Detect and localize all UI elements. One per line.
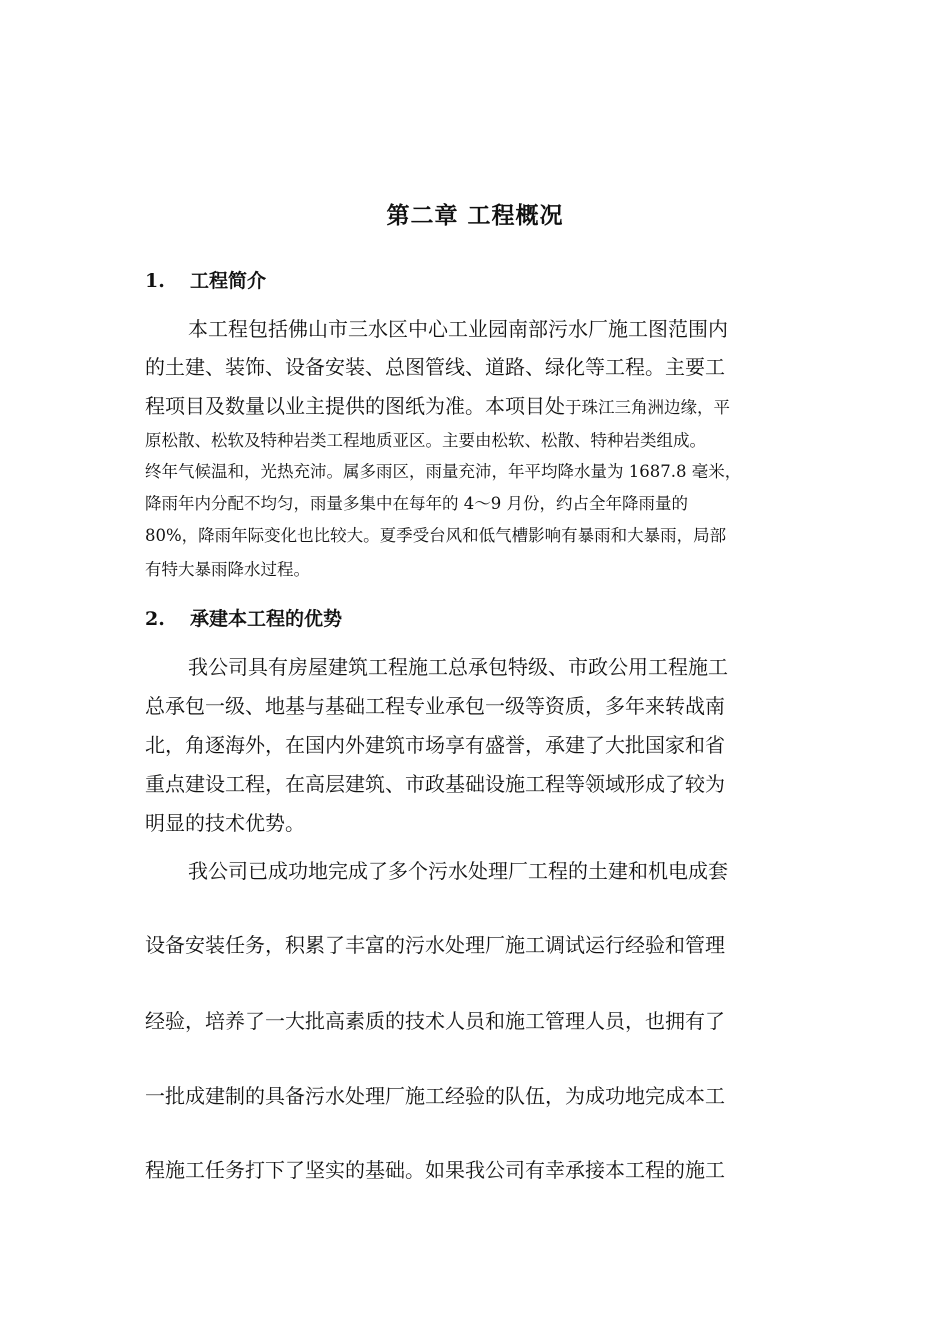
section-2-p1-line-1: 我公司具有房屋建筑工程施工总承包特级、市政公用工程施工 <box>188 655 728 679</box>
section-2-p2-line-5: 程施工任务打下了坚实的基础。如果我公司有幸承接本工程的施工 <box>145 1158 725 1182</box>
section-1-line-8: 有特大暴雨降水过程。 <box>145 560 310 579</box>
section-2-p1-line-4: 重点建设工程，在高层建筑、市政基础设施工程等领域形成了较为 <box>145 772 725 796</box>
section-2-p1-line-5: 明显的技术优势。 <box>145 811 305 835</box>
section-2-p1-line-3: 北，角逐海外，在国内外建筑市场享有盛誉，承建了大批国家和省 <box>145 733 725 757</box>
section-1-line-3-part-1: 程项目及数量以业主提供的图纸为准。本项目处 <box>145 394 565 418</box>
section-2-number: 2. <box>145 608 165 630</box>
section-2-p2-line-3: 经验，培养了一大批高素质的技术人员和施工管理人员，也拥有了 <box>145 1009 725 1033</box>
section-1-number: 1. <box>145 270 165 292</box>
section-1-line-3 <box>145 391 730 423</box>
section-1-line-2: 的土建、装饰、设备安装、总图管线、道路、绿化等工程。主要工 <box>145 355 725 379</box>
section-1-line-7: 80%，降雨年际变化也比较大。夏季受台风和低气槽影响有暴雨和大暴雨，局部 <box>145 526 727 545</box>
section-1-line-4: 原松散、松软及特种岩类工程地质亚区。主要由松软、松散、特种岩类组成。 <box>145 431 706 450</box>
section-1-line-3-part-2: 于珠江三角洲边缘，平 <box>565 398 730 417</box>
section-1-line-6: 降雨年内分配不均匀，雨量多集中在每年的 4～9 月份，约占全年降雨量的 <box>145 494 688 513</box>
section-1-heading <box>145 266 266 296</box>
section-2-p2-line-2: 设备安装任务，积累了丰富的污水处理厂施工调试运行经验和管理 <box>145 933 725 957</box>
section-2-p2-line-1: 我公司已成功地完成了多个污水处理厂工程的土建和机电成套 <box>188 859 728 883</box>
section-2-heading <box>145 604 342 634</box>
section-2-p1-line-2: 总承包一级、地基与基础工程专业承包一级等资质，多年来转战南 <box>145 694 725 718</box>
section-2-title: 承建本工程的优势 <box>190 608 343 630</box>
chapter-title: 第二章 工程概况 <box>386 203 564 229</box>
section-1-line-5: 终年气候温和，光热充沛。属多雨区，雨量充沛，年平均降水量为 1687.8 毫米， <box>145 462 742 481</box>
section-1-line-1: 本工程包括佛山市三水区中心工业园南部污水厂施工图范围内 <box>188 317 728 341</box>
section-1-title: 工程简介 <box>190 270 267 292</box>
section-2-p2-line-4: 一批成建制的具备污水处理厂施工经验的队伍，为成功地完成本工 <box>145 1084 725 1108</box>
